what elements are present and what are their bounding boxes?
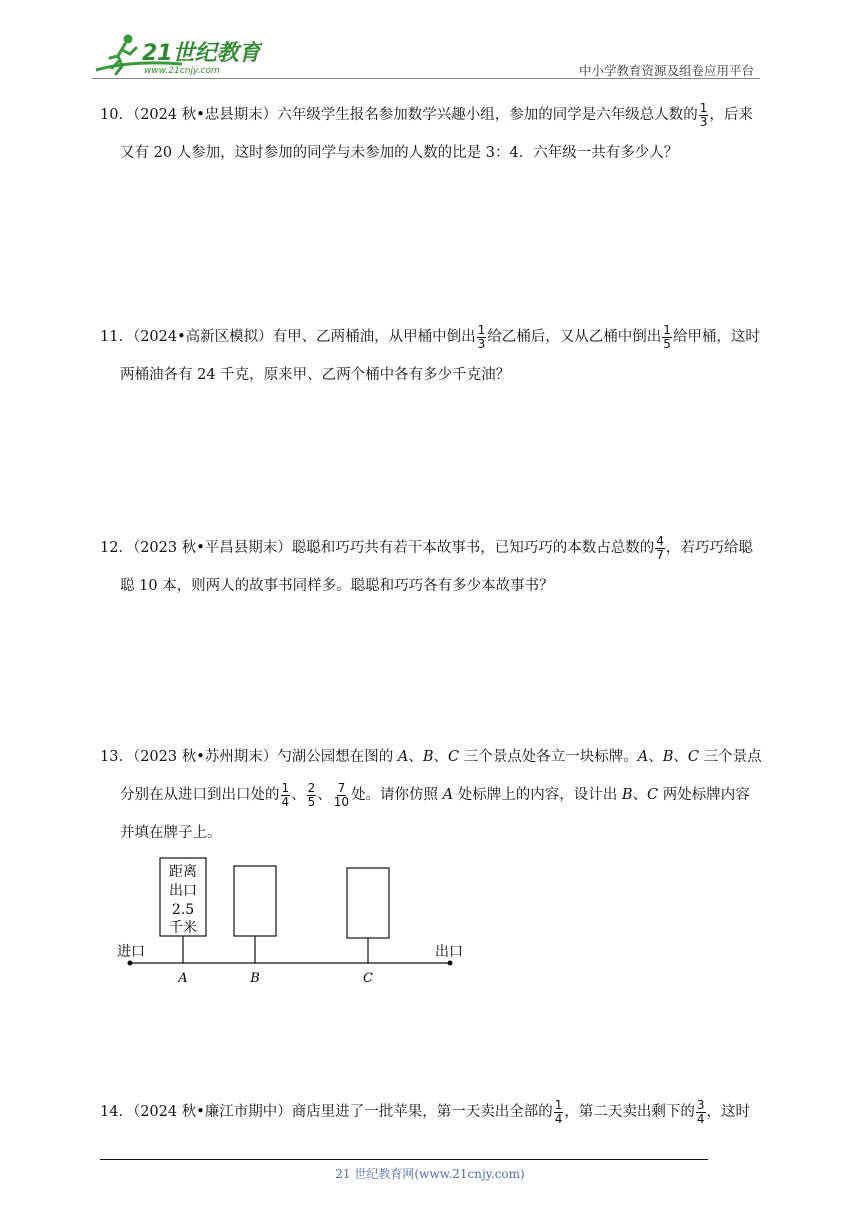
question-13 [100, 738, 780, 852]
sign-a-line: 2.5 [171, 902, 195, 918]
text: 三个景点 [698, 749, 762, 765]
text: 分别在从进口到出口处的 [120, 787, 280, 803]
text: 三个景点处各立一块标牌。 [459, 749, 638, 765]
fraction [307, 782, 317, 809]
text: ，后来 [709, 107, 753, 123]
fraction [281, 782, 291, 809]
point-label: C [448, 749, 460, 765]
denominator: 4 [554, 1111, 563, 1126]
question-line [100, 776, 780, 814]
text: 、 [433, 749, 449, 765]
point-label: B [621, 787, 633, 803]
text: 、 [291, 787, 306, 803]
fraction [554, 1099, 564, 1126]
question-line [100, 529, 780, 567]
logo-text: 21世纪教育 [142, 41, 261, 66]
numerator: 1 [699, 100, 708, 115]
numerator: 4 [656, 533, 664, 548]
text: 12．（2023 秋•平昌县期末）聪聪和巧巧共有若干本故事书，已知巧巧的本数占总数的 [100, 540, 655, 556]
sign-b [234, 866, 276, 936]
logo [92, 30, 262, 78]
numerator: 3 [696, 1097, 705, 1112]
page-header [92, 30, 760, 80]
point-label: A [637, 749, 649, 765]
exit-label: 出口 [435, 944, 463, 960]
sign-a-line: 出口 [169, 883, 197, 899]
text: 10．（2024 秋•忠县期末）六年级学生报名参加数学兴趣小组，参加的同学是六年级总人数的 [100, 107, 698, 123]
text: ，第二天卖出剩下的 [564, 1104, 695, 1120]
entrance-dot [128, 961, 133, 966]
point-b-label: B [250, 971, 260, 986]
sign-a-line: 千米 [169, 920, 197, 936]
footer-link[interactable]: 21 世纪教育网(www.21cnjy.com) [335, 1167, 525, 1181]
text: 处。请你仿照 [351, 787, 443, 803]
question-line [100, 96, 780, 134]
footer-divider [100, 1159, 708, 1160]
numerator: 1 [663, 322, 671, 337]
numerator: 1 [281, 780, 290, 795]
denominator: 3 [477, 336, 486, 351]
question-line: 聪 10 本，则两人的故事书同样多。聪聪和巧巧各有多少本故事书？ [120, 578, 554, 594]
entrance-label: 进口 [117, 944, 145, 960]
question-line: 又有 20 人参加，这时参加的同学与未参加的人数的比是 3：4．六年级一共有多少人？ [120, 145, 679, 161]
logo-url: www.21cnjy.com [144, 66, 220, 76]
point-c-label: C [363, 971, 373, 986]
point-label: A [442, 787, 454, 803]
denominator: 5 [663, 336, 671, 351]
header-divider [92, 78, 760, 79]
platform-name: 中小学教育资源及组卷应用平台 [578, 63, 754, 78]
question-line: 两桶油各有 24 千克，原来甲、乙两个桶中各有多少千克油？ [120, 367, 511, 383]
question-10 [100, 96, 780, 172]
text: ，若巧巧给聪 [665, 540, 753, 556]
denominator: 3 [699, 114, 708, 129]
denominator: 4 [281, 794, 290, 809]
text: 、 [673, 749, 688, 765]
question-12 [100, 529, 780, 605]
text: 、 [648, 749, 663, 765]
text: 13．（2023 秋•苏州期末）勺湖公园想在图的 [100, 749, 398, 765]
text: 11．（2024•高新区模拟）有甲、乙两桶油，从甲桶中倒出 [100, 329, 476, 345]
text: 两处标牌内容 [658, 787, 750, 803]
numerator: 7 [337, 780, 346, 795]
fraction [477, 324, 487, 351]
text: 14．（2024 秋•廉江市期中）商店里进了一批苹果，第一天卖出全部的 [100, 1104, 553, 1120]
point-label: A [397, 749, 409, 765]
exit-dot [448, 961, 453, 966]
question-line [100, 738, 780, 776]
signboard-diagram [112, 852, 472, 992]
fraction [696, 1099, 706, 1126]
text: 、 [317, 787, 332, 803]
denominator: 5 [307, 794, 316, 809]
sign-a-line: 距离 [169, 864, 197, 880]
text: ，这时 [706, 1104, 751, 1120]
question-line [100, 1093, 780, 1131]
sign-c [347, 868, 389, 938]
fraction [333, 782, 350, 809]
numerator: 1 [477, 322, 486, 337]
point-label: C [687, 749, 699, 765]
text: 给甲桶，这时 [672, 329, 760, 345]
question-line: 并填在牌子上。 [120, 825, 222, 841]
numerator: 1 [554, 1097, 563, 1112]
question-line [100, 318, 780, 356]
fraction [662, 324, 672, 351]
question-11 [100, 318, 780, 394]
question-14 [100, 1093, 780, 1131]
text: 给乙桶后，又从乙桶中倒出 [487, 329, 662, 345]
denominator: 4 [696, 1111, 705, 1126]
text: 、 [632, 787, 648, 803]
point-label: C [647, 787, 659, 803]
numerator: 2 [307, 780, 316, 795]
fraction [655, 535, 665, 562]
fraction [699, 102, 709, 129]
text: 、 [408, 749, 423, 765]
text: 处标牌上的内容，设计出 [453, 787, 622, 803]
point-a-label: A [178, 971, 188, 986]
point-label: B [422, 749, 434, 765]
point-label: B [662, 749, 674, 765]
denominator: 7 [656, 547, 664, 562]
denominator: 10 [333, 794, 350, 809]
